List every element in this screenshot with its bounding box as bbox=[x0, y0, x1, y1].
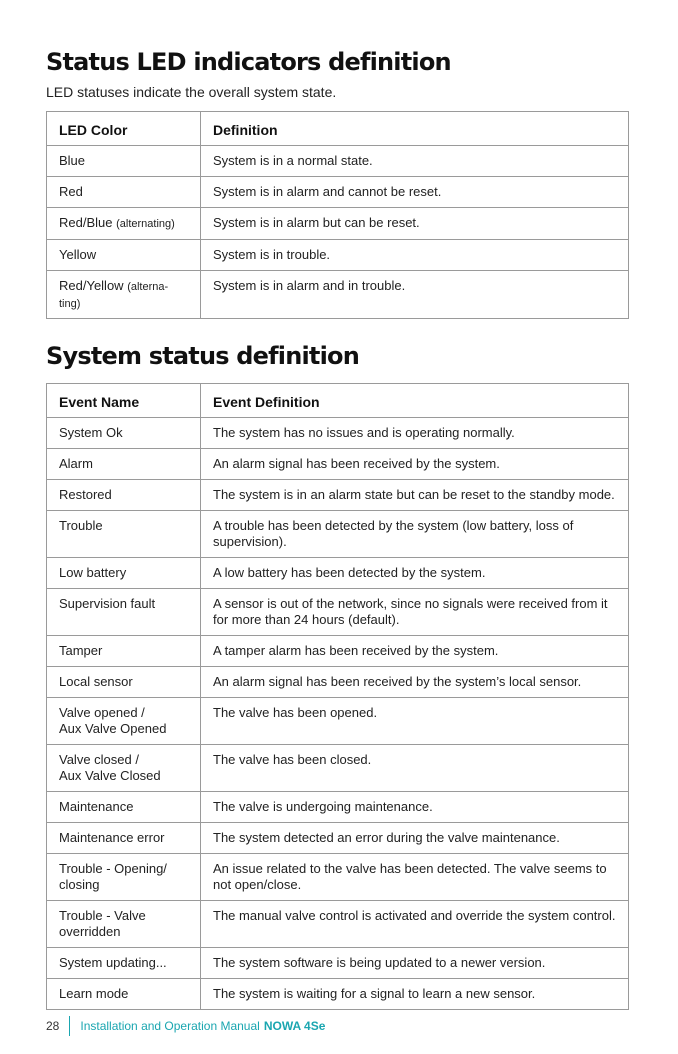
event-definition-cell: The system is in an alarm state but can be reset to the standby mode. bbox=[201, 480, 629, 511]
table-header-row bbox=[47, 384, 629, 418]
event-name-cell: Low battery bbox=[47, 558, 201, 589]
product-name: NOWA 4Se bbox=[263, 1019, 326, 1033]
event-definition-cell: The manual valve control is activated and override the system control. bbox=[201, 901, 629, 948]
page-number: 28 bbox=[46, 1019, 60, 1033]
table-row bbox=[47, 667, 629, 698]
event-name-line: overridden bbox=[59, 924, 121, 939]
table-row bbox=[47, 979, 629, 1010]
event-name-line: closing bbox=[59, 877, 100, 892]
led-color-cell bbox=[47, 208, 201, 240]
table-row bbox=[47, 792, 629, 823]
event-name-cell: Restored bbox=[47, 480, 201, 511]
event-name-cell: Alarm bbox=[47, 449, 201, 480]
event-definition-cell: The valve has been opened. bbox=[201, 698, 629, 745]
event-name-cell: Learn mode bbox=[47, 979, 201, 1010]
table-row bbox=[47, 511, 629, 558]
led-definition-cell: System is in a normal state. bbox=[201, 146, 629, 177]
event-name-cell: Trouble bbox=[47, 511, 201, 558]
led-status-table bbox=[46, 111, 629, 319]
led-color-text: Red bbox=[59, 184, 83, 199]
table-row bbox=[47, 823, 629, 854]
event-definition-cell: An alarm signal has been received by the system’s local sensor. bbox=[201, 667, 629, 698]
event-name-cell bbox=[47, 901, 201, 948]
column-header-event-name: Event Name bbox=[47, 384, 201, 418]
table-row bbox=[47, 208, 629, 240]
table-row bbox=[47, 948, 629, 979]
table-row bbox=[47, 480, 629, 511]
led-section-title: Status LED indicators definition bbox=[46, 48, 451, 76]
footer-divider bbox=[69, 1016, 70, 1036]
table-row bbox=[47, 146, 629, 177]
led-color-cell bbox=[47, 271, 201, 319]
event-name-line: Trouble - Opening/ bbox=[59, 861, 167, 876]
led-definition-cell: System is in alarm but can be reset. bbox=[201, 208, 629, 240]
table-row bbox=[47, 240, 629, 271]
table-row bbox=[47, 558, 629, 589]
led-color-note-continued: ting) bbox=[59, 298, 81, 310]
event-name-cell bbox=[47, 854, 201, 901]
column-header-definition: Definition bbox=[201, 112, 629, 146]
event-name-cell: Tamper bbox=[47, 636, 201, 667]
column-header-event-definition: Event Definition bbox=[201, 384, 629, 418]
led-color-text: Blue bbox=[59, 153, 86, 168]
event-definition-cell: An alarm signal has been received by the system. bbox=[201, 449, 629, 480]
table-row bbox=[47, 901, 629, 948]
event-definition-cell: A tamper alarm has been received by the system. bbox=[201, 636, 629, 667]
event-definition-cell: The system detected an error during the valve maintenance. bbox=[201, 823, 629, 854]
event-definition-cell: The system has no issues and is operating normally. bbox=[201, 418, 629, 449]
event-definition-cell: An issue related to the valve has been detected. The valve seems to not open/close. bbox=[201, 854, 629, 901]
led-definition-cell: System is in trouble. bbox=[201, 240, 629, 271]
event-definition-cell: The system is waiting for a signal to learn a new sensor. bbox=[201, 979, 629, 1010]
event-name-cell bbox=[47, 698, 201, 745]
event-definition-cell: The valve has been closed. bbox=[201, 745, 629, 792]
table-row bbox=[47, 449, 629, 480]
event-name-cell: System Ok bbox=[47, 418, 201, 449]
table-row bbox=[47, 271, 629, 319]
led-definition-cell: System is in alarm and cannot be reset. bbox=[201, 177, 629, 208]
event-name-cell: System updating... bbox=[47, 948, 201, 979]
event-name-cell: Supervision fault bbox=[47, 589, 201, 636]
led-color-text: Yellow bbox=[59, 247, 97, 262]
led-color-cell bbox=[47, 177, 201, 208]
event-definition-cell: A low battery has been detected by the system. bbox=[201, 558, 629, 589]
led-color-note: (alterna- bbox=[127, 281, 169, 293]
event-name-line: Valve closed / bbox=[59, 752, 139, 767]
table-row bbox=[47, 698, 629, 745]
led-definition-cell: System is in alarm and in trouble. bbox=[201, 271, 629, 319]
led-section-intro: LED statuses indicate the overall system state. bbox=[46, 84, 337, 100]
event-name-cell: Local sensor bbox=[47, 667, 201, 698]
table-row bbox=[47, 636, 629, 667]
event-name-cell bbox=[47, 745, 201, 792]
event-name-line: Aux Valve Opened bbox=[59, 721, 167, 736]
manual-title: Installation and Operation Manual bbox=[80, 1019, 260, 1033]
table-header-row bbox=[47, 112, 629, 146]
event-name-cell: Maintenance bbox=[47, 792, 201, 823]
event-definition-cell: The valve is undergoing maintenance. bbox=[201, 792, 629, 823]
event-definition-cell: The system software is being updated to a newer version. bbox=[201, 948, 629, 979]
event-name-line: Trouble - Valve bbox=[59, 908, 146, 923]
event-definition-cell: A sensor is out of the network, since no signals were received from it for more than 24 hours (default). bbox=[201, 589, 629, 636]
event-name-line: Valve opened / bbox=[59, 705, 145, 720]
led-color-cell bbox=[47, 240, 201, 271]
table-row bbox=[47, 854, 629, 901]
led-color-note: (alternating) bbox=[116, 218, 175, 230]
led-color-text: Red/Yellow bbox=[59, 278, 124, 293]
event-name-line: Aux Valve Closed bbox=[59, 768, 161, 783]
column-header-led-color: LED Color bbox=[47, 112, 201, 146]
table-row bbox=[47, 177, 629, 208]
led-color-text: Red/Blue bbox=[59, 215, 113, 230]
table-row bbox=[47, 745, 629, 792]
event-name-cell: Maintenance error bbox=[47, 823, 201, 854]
led-color-cell bbox=[47, 146, 201, 177]
system-status-table bbox=[46, 383, 629, 1010]
page-footer bbox=[46, 1016, 325, 1036]
event-definition-cell: A trouble has been detected by the system (low battery, loss of supervision). bbox=[201, 511, 629, 558]
table-row bbox=[47, 418, 629, 449]
status-section-title: System status definition bbox=[46, 342, 359, 370]
table-row bbox=[47, 589, 629, 636]
